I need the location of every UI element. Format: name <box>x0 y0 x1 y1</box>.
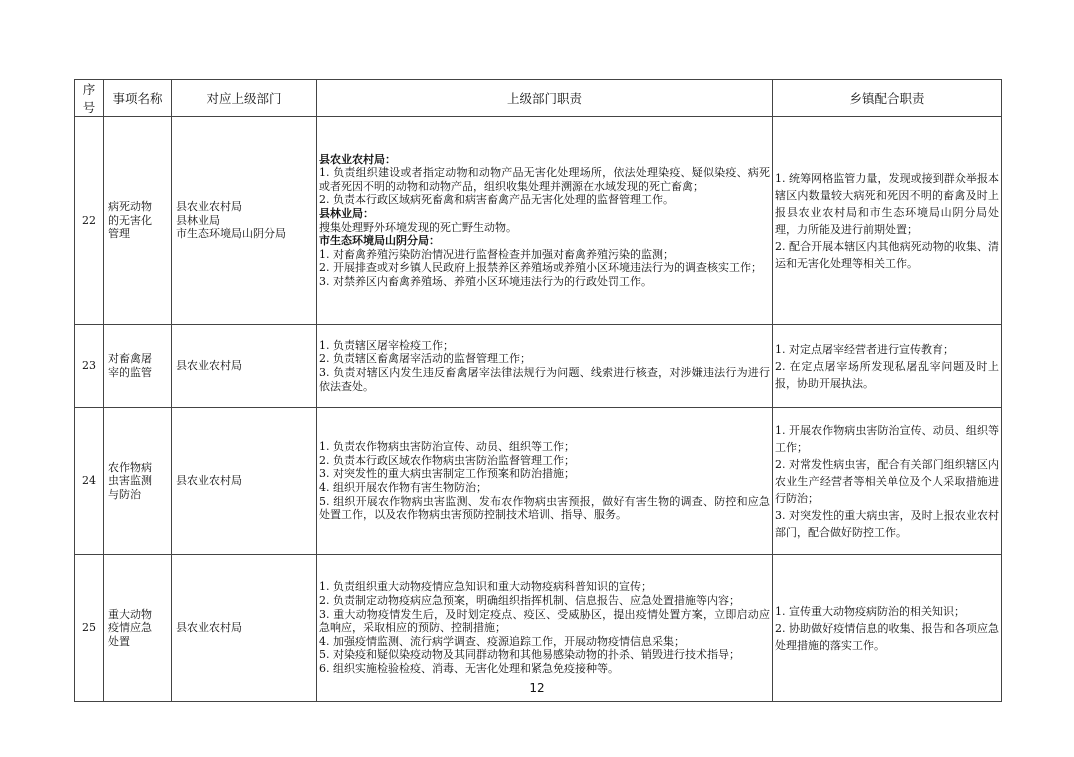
item-name-line: 与防治 <box>108 487 141 501</box>
header-item-name: 事项名称 <box>104 80 172 117</box>
duty-item: 搜集处理野外环境发现的死亡野生动物。 <box>319 220 517 234</box>
row-number: 22 <box>75 117 104 325</box>
item-name-line: 重大动物 <box>108 607 152 621</box>
department-list <box>172 555 317 702</box>
department-duties <box>317 555 773 702</box>
duty-item: 1. 负责辖区屠宰检疫工作； <box>319 338 454 352</box>
item-name-line: 对畜禽屠 <box>108 352 152 366</box>
duty-item: 1. 对畜禽养殖污染防治情况进行监督检查并加强对畜禽养殖污染的监测； <box>319 247 674 261</box>
township-duties <box>773 325 1002 408</box>
duty-item: 2. 负责辖区畜禽屠宰活动的监督管理工作； <box>319 352 531 366</box>
duty-item: 1. 负责组织建设或者指定动物和动物产品无害化处理场所，依法处理染疫、疑似染疫、病死或者死因不明的动物和动物产品，组织收集处理并溯源在水域发现的死亡畜禽； <box>319 166 770 193</box>
duty-item: 5. 组织开展农作物病虫害监测、发布农作物病虫害预报，做好有害生物的调查、防控和应急处置工作，以及农作物病虫害预防控制技术培训、指导、服务。 <box>319 494 770 522</box>
table-row <box>75 555 1002 702</box>
department-duties <box>317 325 773 408</box>
duty-item: 2. 开展排查或对乡镇人民政府上报禁养区养殖场或养殖小区环境违法行为的调查核实工作； <box>319 261 762 275</box>
header-department: 对应上级部门 <box>172 80 317 117</box>
township-duty-item: 2. 在定点屠宰场所发现私屠乱宰问题及时上报，协助开展执法。 <box>775 359 999 390</box>
row-number: 23 <box>75 325 104 408</box>
table-row <box>75 117 1002 325</box>
item-name-line: 宰的监管 <box>108 366 152 379</box>
row-number: 24 <box>75 408 104 555</box>
department-name: 县农业农村局 <box>176 359 242 373</box>
department-name: 县农业农村局 <box>176 621 242 635</box>
department-name: 县农业农村局 <box>176 200 242 214</box>
duty-table <box>74 79 1002 702</box>
duty-item: 2. 负责制定动物疫病应急预案，明确组织指挥机制、信息报告、应急处置措施等内容； <box>319 594 740 608</box>
township-duty-item: 1. 宣传重大动物疫病防治的相关知识； <box>775 604 965 618</box>
table-row <box>75 325 1002 408</box>
duty-item: 3. 对禁养区内畜禽养殖场、养殖小区环境违法行为的行政处罚工作。 <box>319 274 652 288</box>
township-duty-item: 1. 对定点屠宰经营者进行宣传教育； <box>775 342 954 356</box>
township-duty-item: 2. 对常发性病虫害，配合有关部门组织辖区内农业生产经营者等相关单位及个人采取措施进行防治； <box>775 457 999 505</box>
township-duty-item: 2. 配合开展本辖区内其他病死动物的收集、清运和无害化处理等相关工作。 <box>775 239 999 270</box>
township-duties <box>773 408 1002 555</box>
duty-org-heading: 市生态环境局山阴分局： <box>319 234 440 248</box>
table-row <box>75 408 1002 555</box>
duty-item: 1. 负责组织重大动物疫情应急知识和重大动物疫病科普知识的宣传； <box>319 580 652 594</box>
page-number: 12 <box>529 681 545 695</box>
item-name <box>104 325 172 408</box>
header-department-duties: 上级部门职责 <box>317 80 773 117</box>
item-name-line: 处置 <box>108 634 130 648</box>
duty-item: 3. 对突发性的重大病虫害制定工作预案和防治措施； <box>319 467 575 481</box>
department-list <box>172 325 317 408</box>
township-duties <box>773 555 1002 702</box>
item-name-line: 疫情应急 <box>108 621 152 635</box>
duty-item: 6. 组织实施检验检疫、消毒、无害化处理和紧急免疫接种等。 <box>319 661 619 675</box>
duty-org-heading: 县农业农村局： <box>319 152 396 166</box>
table-header-row <box>75 80 1002 117</box>
item-name <box>104 117 172 325</box>
duty-item: 4. 加强疫情监测、流行病学调查、疫源追踪工作，开展动物疫情信息采集； <box>319 634 685 648</box>
department-list <box>172 408 317 555</box>
item-name <box>104 408 172 555</box>
township-duty-item: 1. 统筹网格监管力量，发现或接到群众举报本辖区内数量较大病死和死因不明的畜禽及时上报县农业农村局和市生态环境局山阴分局处理，力所能及进行前期处置； <box>775 171 999 236</box>
duty-item: 3. 重大动物疫情发生后，及时划定疫点、疫区、受威胁区，提出疫情处置方案，立即启动应急响应，采取相应的预防、控制措施； <box>319 607 770 635</box>
header-township-duties: 乡镇配合职责 <box>773 80 1002 117</box>
department-name: 县农业农村局 <box>176 474 242 488</box>
township-duty-item: 3. 对突发性的重大病虫害，及时上报农业农村部门，配合做好防控工作。 <box>775 508 999 539</box>
department-name: 市生态环境局山阴分局 <box>176 227 286 241</box>
duty-item: 4. 组织开展农作物有害生物防治； <box>319 481 487 494</box>
item-name-line: 病死动物 <box>108 200 152 214</box>
item-name <box>104 555 172 702</box>
item-name-line: 虫害监测 <box>108 474 152 488</box>
item-name-line: 的无害化 <box>108 213 152 227</box>
department-list <box>172 117 317 325</box>
duty-item: 2. 负责本行政区域病死畜禽和病害畜禽产品无害化处理的监督管理工作。 <box>319 193 674 207</box>
duty-item: 1. 负责农作物病虫害防治宣传、动员、组织等工作； <box>319 440 575 454</box>
item-name-line: 管理 <box>108 227 130 241</box>
header-number: 序号 <box>75 80 104 117</box>
department-duties <box>317 117 773 325</box>
township-duty-item: 1. 开展农作物病虫害防治宣传、动员、组织等工作； <box>775 423 999 454</box>
duty-item: 5. 对染疫和疑似染疫动物及其同群动物和其他易感染动物的扑杀、销毁进行技术指导； <box>319 648 740 662</box>
item-name-line: 农作物病 <box>108 460 152 474</box>
township-duties <box>773 117 1002 325</box>
township-duty-item: 2. 协助做好疫情信息的收集、报告和各项应急处理措施的落实工作。 <box>775 621 999 652</box>
duty-item: 2. 负责本行政区域农作物病虫害防治监督管理工作； <box>319 453 575 467</box>
duty-org-heading: 县林业局： <box>319 206 374 220</box>
department-name: 县林业局 <box>176 213 220 227</box>
department-duties <box>317 408 773 555</box>
row-number: 25 <box>75 555 104 702</box>
duty-item: 3. 负责对辖区内发生违反畜禽屠宰法律法规行为问题、线索进行核查，对涉嫌违法行为进行依法查处。 <box>319 366 770 393</box>
